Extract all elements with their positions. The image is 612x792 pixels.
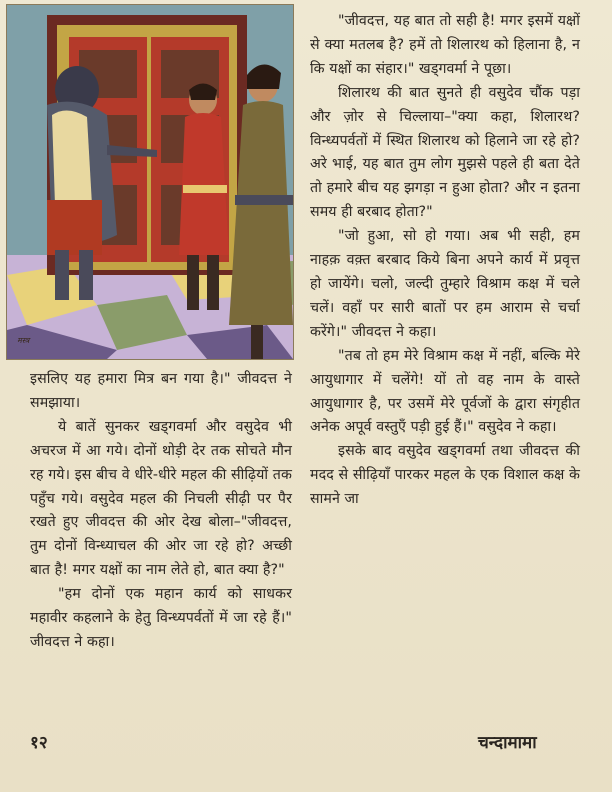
left-text-column <box>30 368 292 655</box>
right-paragraph-3: "जो हुआ, सो हो गया। अब भी सही, हम नाहक़ वक़्त बरबाद किये बिना अपने कार्य में प्रवृत्त हो जायेंगे। चलो, जल्दी तुम्हारे विश्राम कक्ष में चले चलें। वहाँ पर सारी बातों पर हम आराम से चर्चा करेंगे।" जीवदत्त ने कहा। <box>310 228 580 340</box>
right-paragraph-4: "तब तो हम मेरे विश्राम कक्ष में नहीं, बल्कि मेरे आयुधागार में चलेंगे! यों तो वह नाम के वास्ते आयुधागार है, पर उसमें मेरे पूर्वजों के द्वारा संगृहीत अनेक अपूर्व वस्तुएँ पड़ी हुई हैं।" वसुदेव ने कहा। <box>310 347 580 436</box>
right-paragraph-5: इसके बाद वसुदेव खड्गवर्मा तथा जीवदत्त की मदद से सीढ़ियाँ पारकर महल के एक विशाल कक्ष के सामने जा <box>310 443 580 508</box>
page-number: १२ <box>30 733 48 753</box>
left-paragraph-1: इसलिए यह हमारा मित्र बन गया है।" जीवदत्त ने समझाया। <box>30 371 292 411</box>
right-paragraph-1: "जीवदत्त, यह बात तो सही है! मगर इसमें यक्षों से क्या मतलब है? हमें तो शिलारथ को हिलाना है, न कि यक्षों का संहार।" खड्गवर्मा ने पूछा। <box>310 13 580 77</box>
right-paragraph-2: शिलारथ की बात सुनते ही वसुदेव चौंक पड़ा और ज़ोर से चिल्लाया–"क्या कहा, शिलारथ? विन्ध्यपर्वतों में स्थित शिलारथ को हिलाने जा रहे हो? अरे भाई, यह बात तुम लोग मुझसे पहले ही बता देते तो हमारे बीच यह झगड़ा न हुआ होता? और न इतना समय ही बरबाद होता?" <box>310 84 580 221</box>
left-paragraph-2: ये बातें सुनकर खड्गवर्मा और वसुदेव भी अचरज में आ गये। दोनों थोड़ी देर तक सोचते मौन रह गये। इस बीच वे धीरे-धीरे महल की सीढ़ियों तक पहुँच गये। वसुदेव महल की निचली सीढ़ी पर पैर रखते हुए जीवदत्त की ओर देख बोला–"जीवदत्त, तुम दोनों विन्ध्याचल की ओर जा रहे हो? अच्छी बात है! मगर यक्षों का नाम लेते हो, बात क्या है?" <box>30 418 292 579</box>
story-illustration <box>6 4 294 360</box>
illustration-scene-icon <box>7 5 293 359</box>
right-text-column <box>310 10 580 512</box>
magazine-title: चन्दामामा <box>478 733 537 753</box>
left-paragraph-3: "हम दोनों एक महान कार्य को साधकर महावीर कहलाने के हेतु विन्ध्यपर्वतों में जा रहे हैं।" जीवदत्त ने कहा। <box>30 586 292 650</box>
artist-signature: मस्त्र <box>17 336 30 345</box>
